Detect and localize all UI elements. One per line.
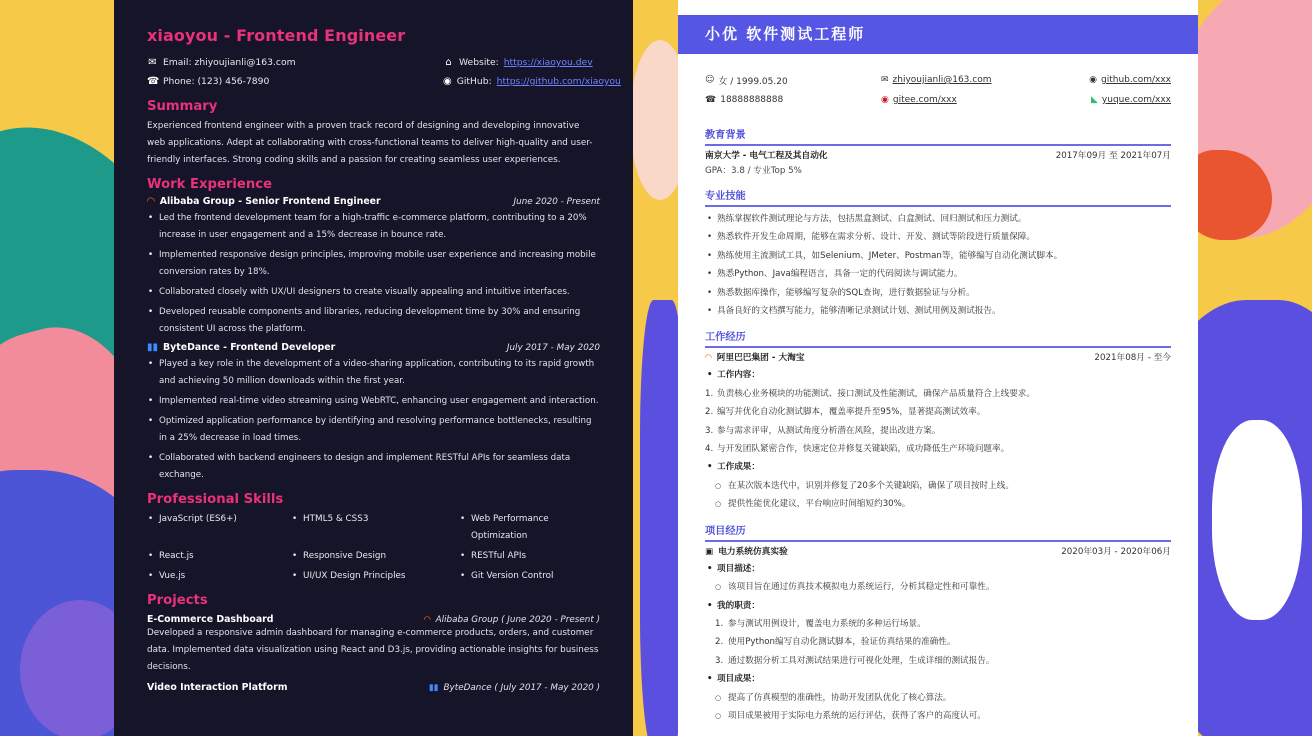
list-item: • Played a key role in the development of a video-sharing application, contributing to its rapid growth and achieving 50 million downloads within the first year.	[147, 356, 600, 390]
job-title: ByteDance - Frontend Developer	[163, 342, 336, 353]
company-wrap	[705, 351, 805, 366]
resume-header-band: 小优 软件测试工程师	[678, 15, 1198, 54]
list-item: ○ 提供性能优化建议，平台响应时间缩短约30%。	[705, 495, 1171, 513]
list-text: 与开发团队紧密合作，快速定位并修复关键缺陷，成功降低生产环境问题率。	[717, 444, 1010, 455]
phone-icon: ☎	[705, 95, 717, 105]
project-heading: 项目经历	[705, 522, 1171, 542]
yuque-icon: ◣	[1091, 95, 1098, 105]
job-bullets	[147, 210, 600, 338]
yuque-link[interactable]: yuque.com/xxx	[1101, 95, 1171, 105]
project-desc-list	[705, 578, 1171, 596]
job-header	[147, 342, 600, 353]
gitee-wrap	[881, 95, 1041, 105]
contact-info	[147, 53, 621, 91]
job-entry	[147, 342, 600, 484]
job-date: July 2017 - May 2020	[506, 342, 600, 353]
list-item	[705, 652, 1171, 670]
education-date: 2017年09月 至 2021年07月	[1055, 151, 1171, 161]
list-item	[705, 615, 1171, 633]
list-text: 通过数据分析工具对测试结果进行可视化处理，生成详细的测试报告。	[728, 655, 995, 666]
project-row	[705, 545, 1171, 560]
project-icon: ▣	[705, 546, 714, 557]
list-item: • 具备良好的文档撰写能力，能够清晰记录测试计划、测试用例及测试报告。	[705, 302, 1171, 320]
list-item	[705, 422, 1171, 440]
chinese-resume-page	[678, 0, 1198, 736]
skills-heading: 专业技能	[705, 187, 1171, 207]
project-entry	[147, 614, 600, 676]
skill-item: • HTML5 & CSS3	[291, 511, 459, 545]
phone-text: 18888888888	[720, 95, 784, 105]
work-row	[705, 351, 1171, 366]
list-text: 参与需求评审，从测试角度分析潜在风险，提出改进方案。	[717, 425, 941, 436]
list-number: 1.	[715, 618, 724, 629]
phone-icon: ☎	[147, 76, 160, 87]
project-title: Video Interaction Platform	[147, 682, 288, 693]
skill-item: • Web Performance Optimization	[459, 511, 600, 545]
skill-item: • React.js	[147, 548, 291, 565]
work-result-list	[705, 477, 1171, 514]
education-heading: 教育背景	[705, 126, 1171, 146]
background-figure-decoration	[1212, 420, 1302, 620]
mail-icon: ✉	[881, 75, 889, 85]
list-item: • Implemented real-time video streaming using WebRTC, enhancing user engagement and interaction.	[147, 393, 600, 410]
work-experience-heading: Work Experience	[147, 177, 273, 192]
list-text: 参与测试用例设计，覆盖电力系统的多种运行场景。	[728, 618, 926, 629]
work-content-label: • 工作内容：	[705, 366, 1171, 384]
work-date: 2021年08月 - 至今	[1094, 353, 1171, 364]
list-item: • 熟悉软件开发生命周期，能够在需求分析、设计、开发、测试等阶段进行质量保障。	[705, 228, 1171, 246]
english-resume-page	[114, 0, 633, 736]
project-duty-list	[705, 615, 1171, 670]
list-number: 3.	[715, 655, 724, 666]
list-item	[705, 633, 1171, 651]
list-number: 2.	[705, 407, 714, 418]
skills-grid	[147, 511, 600, 585]
project-result-list	[705, 689, 1171, 726]
list-item: ○ 提高了仿真模型的准确性，协助开发团队优化了核心算法。	[705, 689, 1171, 707]
list-item: • 熟悉Python、Java编程语言，具备一定的代码阅读与调试能力。	[705, 265, 1171, 283]
github-link[interactable]: github.com/xxx	[1101, 75, 1171, 85]
project-meta-wrap	[429, 683, 600, 693]
gender-birth-text: 女 / 1999.05.20	[718, 76, 788, 87]
list-item: • Optimized application performance by identifying and resolving performance bottlenecks, resulting in a 25% decrease in load times.	[147, 413, 600, 447]
list-item: ○ 项目成果被用于实际电力系统的运行评估，获得了客户的高度认可。	[705, 707, 1171, 725]
email-wrap	[881, 75, 1041, 85]
work-result-label: • 工作成果：	[705, 458, 1171, 476]
contact-col-left	[147, 53, 296, 91]
contact-row	[705, 70, 1171, 90]
list-item: • Implemented responsive design principles, improving mobile user experience and increasing mobile conversion rates by 18%.	[147, 247, 600, 281]
project-result-label: • 项目成果：	[705, 670, 1171, 688]
job-title-wrap	[147, 342, 335, 353]
skill-item: • RESTful APIs	[459, 548, 600, 565]
list-item: • Developed reusable components and libraries, reducing development time by 30% and ensuring consistent UI across the platform.	[147, 304, 600, 338]
github-icon: ◉	[1089, 75, 1098, 85]
list-text: 负责核心业务模块的功能测试、接口测试及性能测试，确保产品质量符合上线要求。	[717, 388, 1035, 399]
website-row	[443, 53, 600, 72]
resume-name-title: xiaoyou - Frontend Engineer	[147, 26, 406, 45]
work-content-list	[705, 385, 1171, 459]
gitee-icon: ◉	[881, 95, 889, 105]
project-date: 2020年03月 - 2020年06月	[1061, 546, 1171, 557]
project-desc-label: • 项目描述：	[705, 560, 1171, 578]
alibaba-logo-icon: ◠	[423, 614, 431, 625]
project-name: 电力系统仿真实验	[718, 546, 788, 557]
website-link[interactable]: https://xiaoyou.dev	[503, 57, 593, 68]
mail-icon: ✉	[148, 57, 157, 68]
list-item: ○ 在某次版本迭代中，识别并修复了20多个关键缺陷，确保了项目按时上线。	[705, 477, 1171, 495]
alibaba-logo-icon: ◠	[705, 353, 712, 364]
project-entry	[147, 682, 600, 693]
gender-birth-wrap	[705, 74, 881, 87]
skills-list	[705, 210, 1171, 320]
education-row	[705, 149, 1171, 164]
github-icon: ◉	[443, 76, 452, 87]
list-item: • Collaborated closely with UX/UI designers to create visually appealing and intuitive interfaces.	[147, 284, 600, 301]
contact-info	[705, 70, 1171, 110]
github-label: GitHub:	[456, 76, 492, 87]
school-name: 南京大学 - 电气工程及其自动化	[705, 151, 828, 161]
yuque-wrap	[1041, 95, 1171, 105]
list-item: • 熟练使用主流测试工具，如Selenium、JMeter、Postman等，能够编写自动化测试脚本。	[705, 247, 1171, 265]
bytedance-logo-icon: ▮▮	[428, 682, 439, 693]
phone-wrap	[705, 95, 881, 105]
job-title: Alibaba Group - Senior Frontend Engineer	[159, 196, 381, 207]
skill-item: • UI/UX Design Principles	[291, 568, 459, 585]
company-name: 阿里巴巴集团 - 大淘宝	[716, 353, 805, 364]
github-link[interactable]: https://github.com/xiaoyou	[496, 76, 621, 87]
summary-text: Experienced frontend engineer with a proven track record of designing and developing innovative web applications. Adept at collaborating with cross-functional teams to deliver high-quality and user-friendly interfaces. Strong coding skills and a passion for creating seamless user experiences.	[147, 121, 593, 165]
project-meta: ByteDance ( July 2017 - May 2020 )	[443, 682, 600, 693]
job-date: June 2020 - Present	[513, 196, 600, 207]
list-item	[705, 403, 1171, 421]
list-text: 使用Python编写自动化测试脚本，验证仿真结果的准确性。	[728, 637, 956, 648]
github-wrap	[1041, 75, 1171, 85]
projects-heading: Projects	[147, 593, 208, 608]
list-item: ○ 该项目旨在通过仿真技术模拟电力系统运行，分析其稳定性和可靠性。	[705, 578, 1171, 596]
project-title: E-Commerce Dashboard	[147, 614, 274, 625]
list-item: • Collaborated with backend engineers to design and implement RESTful APIs for seamless data exchange.	[147, 450, 600, 484]
email-text: Email: zhiyoujianli@163.com	[163, 57, 296, 68]
skill-item: • Git Version Control	[459, 568, 600, 585]
list-number: 1.	[705, 388, 714, 399]
list-number: 4.	[705, 444, 714, 455]
list-item: • 熟悉数据库操作，能够编写复杂的SQL查询，进行数据验证与分析。	[705, 284, 1171, 302]
skill-item: • Responsive Design	[291, 548, 459, 565]
list-item	[705, 385, 1171, 403]
contact-row	[705, 90, 1171, 110]
gpa-text: GPA：3.8 / 专业Top 5%	[705, 166, 802, 176]
home-icon: ⌂	[445, 57, 452, 68]
skill-item: • Vue.js	[147, 568, 291, 585]
job-bullets	[147, 356, 600, 484]
job-header	[147, 196, 600, 207]
project-desc: Developed a responsive admin dashboard for managing e-commerce products, orders, and customer data. Implemented data visualization using React and D3.js, providing actionable insights for business decisions.	[147, 628, 599, 672]
resume-body	[705, 118, 1171, 725]
phone-text: Phone: (123) 456-7890	[163, 76, 270, 87]
list-item: • Led the frontend development team for a high-traffic e-commerce platform, contributing to a 20% increase in user engagement and a 15% decrease in bounce rate.	[147, 210, 600, 244]
list-item: • 熟练掌握软件测试理论与方法，包括黑盒测试、白盒测试、回归测试和压力测试。	[705, 210, 1171, 228]
list-number: 2.	[715, 637, 724, 648]
email-link[interactable]: zhiyoujianli@163.com	[892, 75, 992, 85]
phone-row	[147, 72, 296, 91]
list-number: 3.	[705, 425, 714, 436]
project-name-wrap	[705, 545, 788, 560]
project-meta-wrap	[424, 615, 600, 625]
bytedance-logo-icon: ▮▮	[147, 342, 159, 353]
github-row	[443, 72, 621, 91]
skills-heading: Professional Skills	[147, 492, 284, 507]
job-title-wrap	[147, 196, 381, 207]
alibaba-logo-icon: ◠	[147, 196, 155, 207]
email-row	[147, 53, 296, 72]
project-meta: Alibaba Group ( June 2020 - Present )	[435, 614, 600, 625]
project-header	[147, 614, 600, 625]
skill-item: • JavaScript (ES6+)	[147, 511, 291, 545]
user-icon: ☺	[705, 75, 715, 85]
project-duty-label: • 我的职责：	[705, 597, 1171, 615]
work-heading: 工作经历	[705, 328, 1171, 348]
job-entry	[147, 196, 600, 338]
summary-heading: Summary	[147, 99, 218, 114]
list-item	[705, 440, 1171, 458]
contact-col-right	[443, 53, 621, 91]
list-text: 编写并优化自动化测试脚本，覆盖率提升至95%，显著提高测试效率。	[717, 407, 986, 418]
project-header	[147, 682, 600, 693]
website-label: Website:	[459, 57, 499, 68]
gitee-link[interactable]: gitee.com/xxx	[892, 95, 957, 105]
